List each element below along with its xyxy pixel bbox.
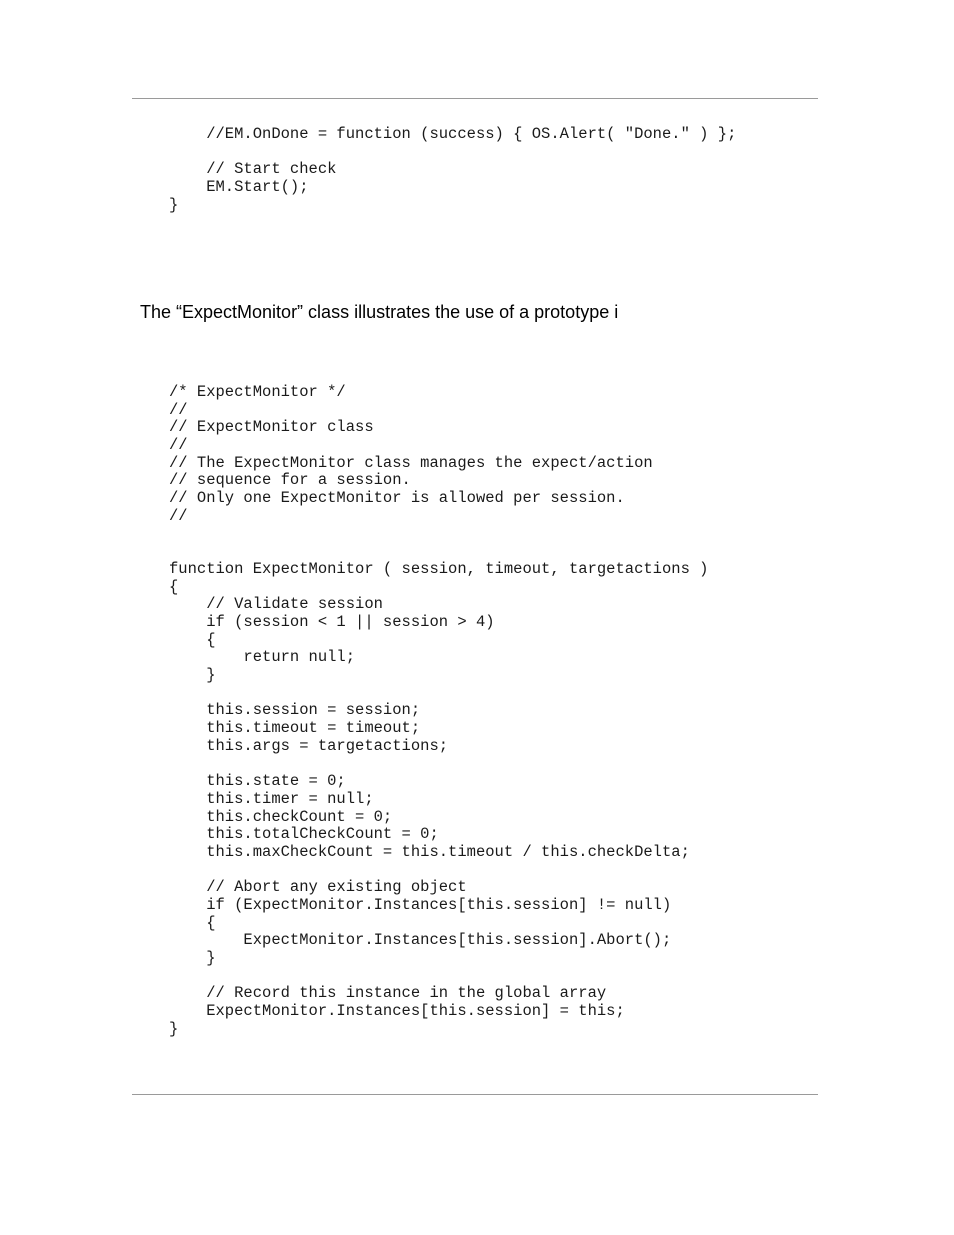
code-line: if (ExpectMonitor.Instances[this.session] != null) xyxy=(169,895,672,914)
code-line: // Abort any existing object xyxy=(169,878,467,897)
code-line: ExpectMonitor.Instances[this.session].Abort(); xyxy=(169,931,672,950)
code-block-top xyxy=(169,126,736,214)
code-line: this.totalCheckCount = 0; xyxy=(169,825,439,844)
code-line: // xyxy=(169,436,188,455)
code-line xyxy=(169,144,736,162)
code-line: EM.Start(); xyxy=(169,178,309,197)
code-line xyxy=(169,755,709,773)
code-line: // Record this instance in the global array xyxy=(169,984,607,1003)
code-line: function ExpectMonitor ( session, timeout, targetactions ) xyxy=(169,559,709,578)
body-paragraph: The “ExpectMonitor” class illustrates the use of a prototype i xyxy=(140,302,619,322)
code-line: this.args = targetactions; xyxy=(169,736,449,755)
code-line: //EM.OnDone = function (success) { OS.Alert( "Done." ) }; xyxy=(169,125,737,143)
code-line: this.timer = null; xyxy=(169,789,374,808)
code-line xyxy=(169,526,709,544)
code-line: return null; xyxy=(169,648,356,667)
bottom-divider xyxy=(132,1094,818,1095)
code-line xyxy=(169,685,709,703)
code-line: // Validate session xyxy=(169,595,383,614)
code-line: if (session < 1 || session > 4) xyxy=(169,612,495,631)
code-line: // The ExpectMonitor class manages the expect/action xyxy=(169,453,653,472)
code-line: // sequence for a session. xyxy=(169,471,411,490)
code-line: this.maxCheckCount = this.timeout / this.checkDelta; xyxy=(169,842,690,861)
code-line: /* ExpectMonitor */ xyxy=(169,383,346,401)
code-line: // xyxy=(169,506,188,525)
code-line: { xyxy=(169,913,216,932)
code-line xyxy=(169,543,709,561)
code-line: } xyxy=(169,666,216,684)
code-line: } xyxy=(169,949,216,967)
code-line: // ExpectMonitor class xyxy=(169,418,374,437)
top-divider xyxy=(132,98,818,99)
code-line: this.timeout = timeout; xyxy=(169,719,421,738)
code-line: // Start check xyxy=(169,160,337,179)
code-line: this.state = 0; xyxy=(169,772,346,791)
code-line: } xyxy=(169,195,179,214)
code-line: { xyxy=(169,577,179,596)
code-line xyxy=(169,968,709,986)
code-line: // Only one ExpectMonitor is allowed per session. xyxy=(169,489,625,508)
code-block-expectmonitor xyxy=(169,384,709,1038)
code-line: // xyxy=(169,400,188,419)
code-line: this.checkCount = 0; xyxy=(169,807,393,826)
code-line: } xyxy=(169,1019,179,1038)
code-line: ExpectMonitor.Instances[this.session] = this; xyxy=(169,1002,625,1021)
code-line: this.session = session; xyxy=(169,701,421,720)
code-line: { xyxy=(169,630,216,649)
code-line xyxy=(169,862,709,880)
